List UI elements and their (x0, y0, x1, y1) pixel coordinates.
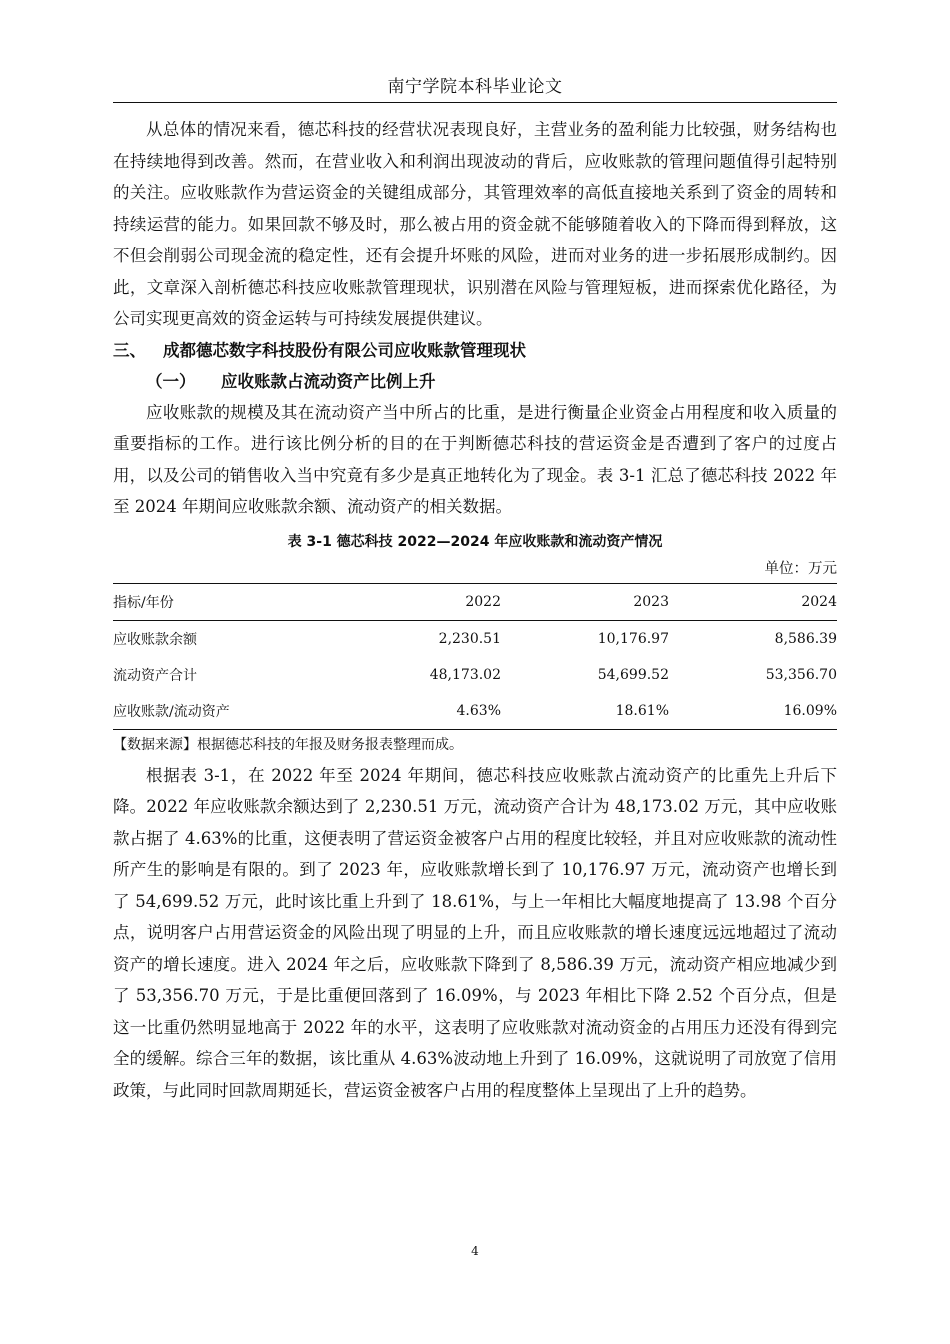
table-cell: 53,356.70 (765, 666, 837, 683)
section-title: 成都德芯数字科技股份有限公司应收账款管理现状 (163, 340, 526, 360)
table-cell: 10,176.97 (597, 630, 669, 647)
subsection-number: （一） (146, 371, 196, 391)
data-table (113, 583, 837, 730)
table-cell: 4.63% (456, 702, 501, 719)
table-row (113, 693, 837, 730)
table-cell: 48,173.02 (429, 666, 501, 683)
table-cell: 2,230.51 (438, 630, 501, 647)
analysis-paragraph: 根据表 3-1，在 2022 年至 2024 年期间，德芯科技应收账款占流动资产的比重先上升后下降。2022 年应收账款余额达到了 2,230.51 万元，流动资产合计为 48,173.02 万元，其中应收账款占据了 4.63%的比重，这便表明了营运资金被客户占用的程度比较轻，并且对应收账款的流动性所产生的影响是有限的。到了 2023 年，应收账款增长到了 10,176.97 万元，流动资产也增长到了 54,699.52 万元，此时该比重上升到了 18.61%，与上一年相比大幅度地提高了 13.98 个百分点，说明客户占用营运资金的风险出现了明显的上升，而且应收账款的增长速度远远地超过了流动资产的增长速度。进入 2024 年之后，应收账款下降到了 8,586.39 万元，流动资产相应地减少到了 53,356.70 万元，于是比重便回落到了 16.09%，与 2023 年相比下降 2.52 个百分点，但是这一比重仍然明显地高于 2022 年的水平，这表明了应收账款对流动资金的占用压力还没有得到完全的缓解。综合三年的数据，该比重从 4.63%波动地上升到了 16.09%，这就说明了司放宽了信用政策，与此同时回款周期延长，营运资金被客户占用的程度整体上呈现出了上升的趋势。 (113, 765, 837, 1100)
source-label: 【数据来源】 (113, 736, 197, 753)
intro-paragraph: 从总体的情况来看，德芯科技的经营状况表现良好，主营业务的盈利能力比较强，财务结构也在持续地得到改善。然而，在营业收入和利润出现波动的背后，应收账款的管理问题值得引起特别的关注。应收账款作为营运资金的关键组成部分，其管理效率的高低直接地关系到了资金的周转和持续运营的能力。如果回款不够及时，那么被占用的资金就不能够随着收入的下降而得到释放，这不但会削弱公司现金流的稳定性，还有会提升坏账的风险，进而对业务的进一步拓展形成制约。因此，文章深入剖析德芯科技应收账款管理现状，识别潜在风险与管理短板，进而探索优化路径，为公司实现更高效的资金运转与可持续发展提供建议。 (113, 120, 837, 328)
table-cell: 18.61% (615, 702, 669, 719)
table-unit: 单位：万元 (764, 560, 837, 577)
table-header-row (113, 583, 837, 620)
table-cell: 应收账款/流动资产 (113, 703, 230, 720)
header-cell: 2022 (333, 583, 501, 620)
table-cell: 8,586.39 (774, 630, 837, 647)
table-caption: 表 3-1 德芯科技 2022—2024 年应收账款和流动资产情况 (287, 533, 663, 550)
page-number: 4 (471, 1244, 479, 1258)
table-source (113, 730, 837, 760)
table-cell: 应收账款余额 (113, 631, 197, 648)
header-cell: 指标/年份 (113, 583, 333, 620)
source-text: 根据德芯科技的年报及财务报表整理而成。 (197, 736, 463, 753)
running-header: 南宁学院本科毕业论文 (387, 77, 563, 97)
table-cell: 16.09% (783, 702, 837, 719)
table-intro-paragraph: 应收账款的规模及其在流动资产当中所占的比重，是进行衡量企业资金占用程度和收入质量的重要指标的工作。进行该比例分析的目的在于判断德芯科技的营运资金是否遭到了客户的过度占用，以及公司的销售收入当中究竟有多少是真正地转化为了现金。表 3-1 汇总了德芯科技 2022 年至 2024 年期间应收账款余额、流动资产的相关数据。 (113, 402, 837, 516)
page-body (113, 114, 837, 1106)
table-cell: 54,699.52 (597, 666, 669, 683)
table-row (113, 620, 837, 657)
subsection-heading (113, 366, 837, 397)
table-cell: 流动资产合计 (113, 667, 197, 684)
header-cell: 2023 (501, 583, 669, 620)
table-row (113, 657, 837, 693)
header-rule (113, 102, 837, 103)
section-heading (113, 335, 837, 366)
header-cell: 2024 (669, 583, 837, 620)
section-number: 三、 (113, 340, 146, 360)
subsection-title: 应收账款占流动资产比例上升 (221, 371, 436, 391)
